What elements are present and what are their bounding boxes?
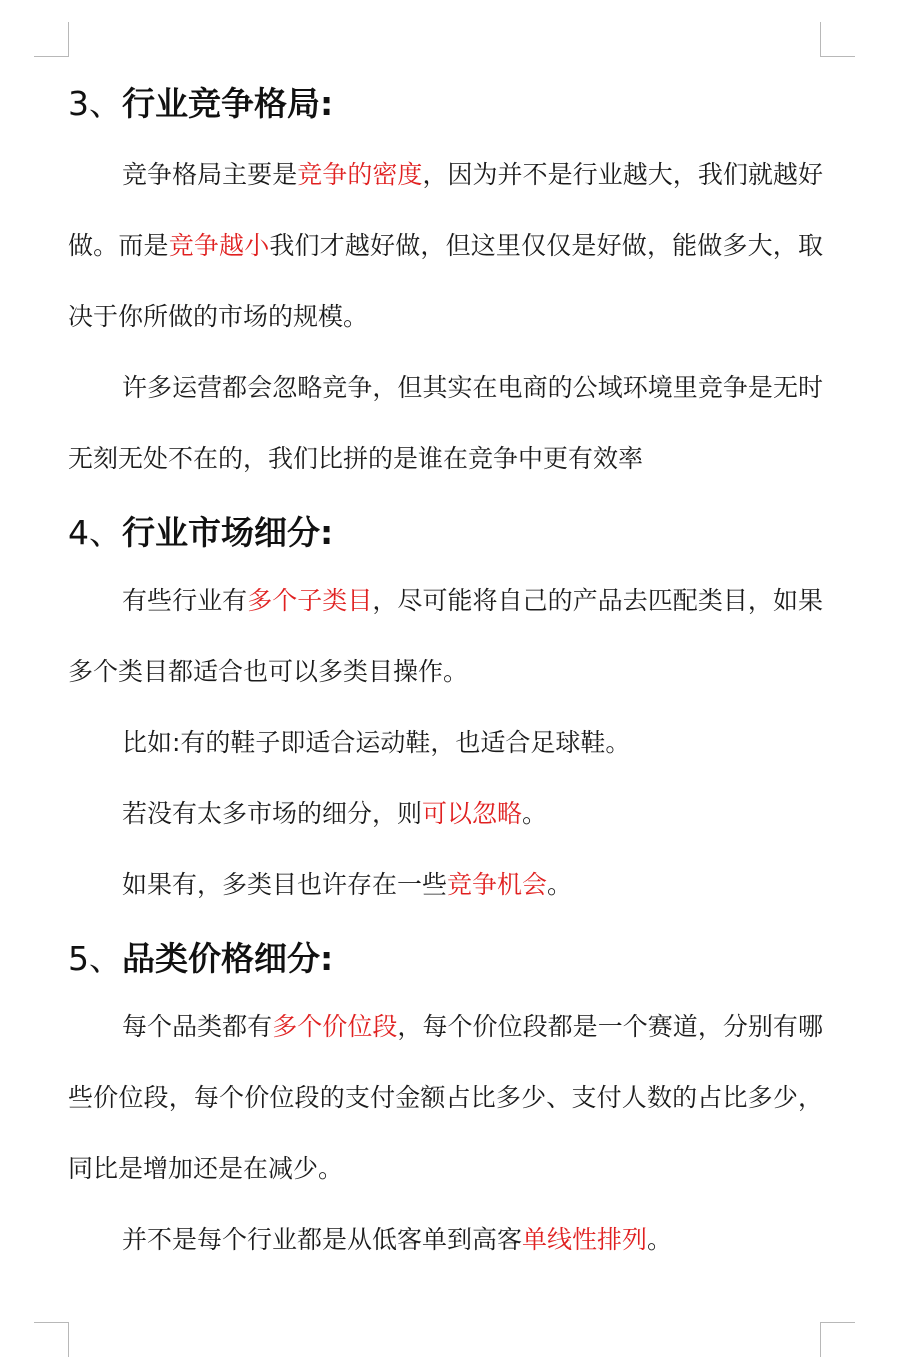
- text-segment: 如果有，多类目也许存在一些: [122, 870, 448, 899]
- highlight-segment: 可以忽略: [422, 799, 523, 828]
- highlight-segment: 竞争越小: [168, 231, 270, 260]
- text-segment: 。: [547, 870, 573, 899]
- highlight-segment: 多个价位段: [272, 1012, 398, 1041]
- section-3-paragraph-1: [68, 139, 823, 352]
- highlight-segment: 竞争机会: [447, 870, 548, 899]
- section-5-paragraph-2: [68, 1204, 823, 1275]
- text-segment: 。: [522, 799, 548, 828]
- section-5-heading: [68, 927, 823, 991]
- section-3-title: 行业竞争格局:: [122, 84, 334, 123]
- section-3-heading: [68, 72, 823, 136]
- section-4-paragraph-1: [68, 565, 823, 707]
- page-corner-mark-top-right: [820, 22, 855, 57]
- text-segment: 。: [647, 1225, 673, 1254]
- section-5-number: 5、: [68, 939, 122, 978]
- text-segment: 我们才越好做，但这里仅仅是好做，能做多大，取决于你所做的市场的规模。: [68, 231, 823, 331]
- highlight-segment: 多个子类目: [247, 586, 373, 615]
- text-segment: 比如:有的鞋子即适合运动鞋，也适合足球鞋。: [122, 728, 631, 757]
- section-5-paragraph-1: [68, 991, 823, 1204]
- document-body: [68, 72, 823, 1275]
- section-5-title: 品类价格细分:: [122, 939, 334, 978]
- section-4-paragraph-4: [68, 849, 823, 920]
- text-segment: ，每个价位段都是一个赛道，分别有哪些价位段，每个价位段的支付金额占比多少、支付人数的占比多少，同比是增加还是在减少。: [68, 1012, 823, 1183]
- text-segment: 有些行业有: [122, 586, 248, 615]
- text-segment: 许多运营都会忽略竞争，但其实在电商的公域环境里竞争是无时无刻无处不在的，我们比拼的是谁在竞争中更有效率: [68, 373, 823, 473]
- section-4-title: 行业市场细分:: [122, 513, 334, 552]
- page-corner-mark-top-left: [34, 22, 69, 57]
- section-3-number: 3、: [68, 84, 122, 123]
- highlight-segment: 单线性排列: [522, 1225, 648, 1254]
- highlight-segment: 竞争的密度: [297, 160, 423, 189]
- section-4-paragraph-2: [68, 707, 823, 778]
- text-segment: 竞争格局主要是: [122, 160, 298, 189]
- section-4-paragraph-3: [68, 778, 823, 849]
- section-4-number: 4、: [68, 513, 122, 552]
- text-segment: ，因为并不是行业越大，我们就越好做。而是: [68, 160, 823, 260]
- page-corner-mark-bottom-right: [820, 1322, 855, 1357]
- text-segment: ，尽可能将自己的产品去匹配类目，如果多个类目都适合也可以多类目操作。: [68, 586, 823, 686]
- section-3-paragraph-2: [68, 352, 823, 494]
- text-segment: 每个品类都有: [122, 1012, 273, 1041]
- page-corner-mark-bottom-left: [34, 1322, 69, 1357]
- section-4-heading: [68, 501, 823, 565]
- text-segment: 若没有太多市场的细分，则: [122, 799, 423, 828]
- text-segment: 并不是每个行业都是从低客单到高客: [122, 1225, 523, 1254]
